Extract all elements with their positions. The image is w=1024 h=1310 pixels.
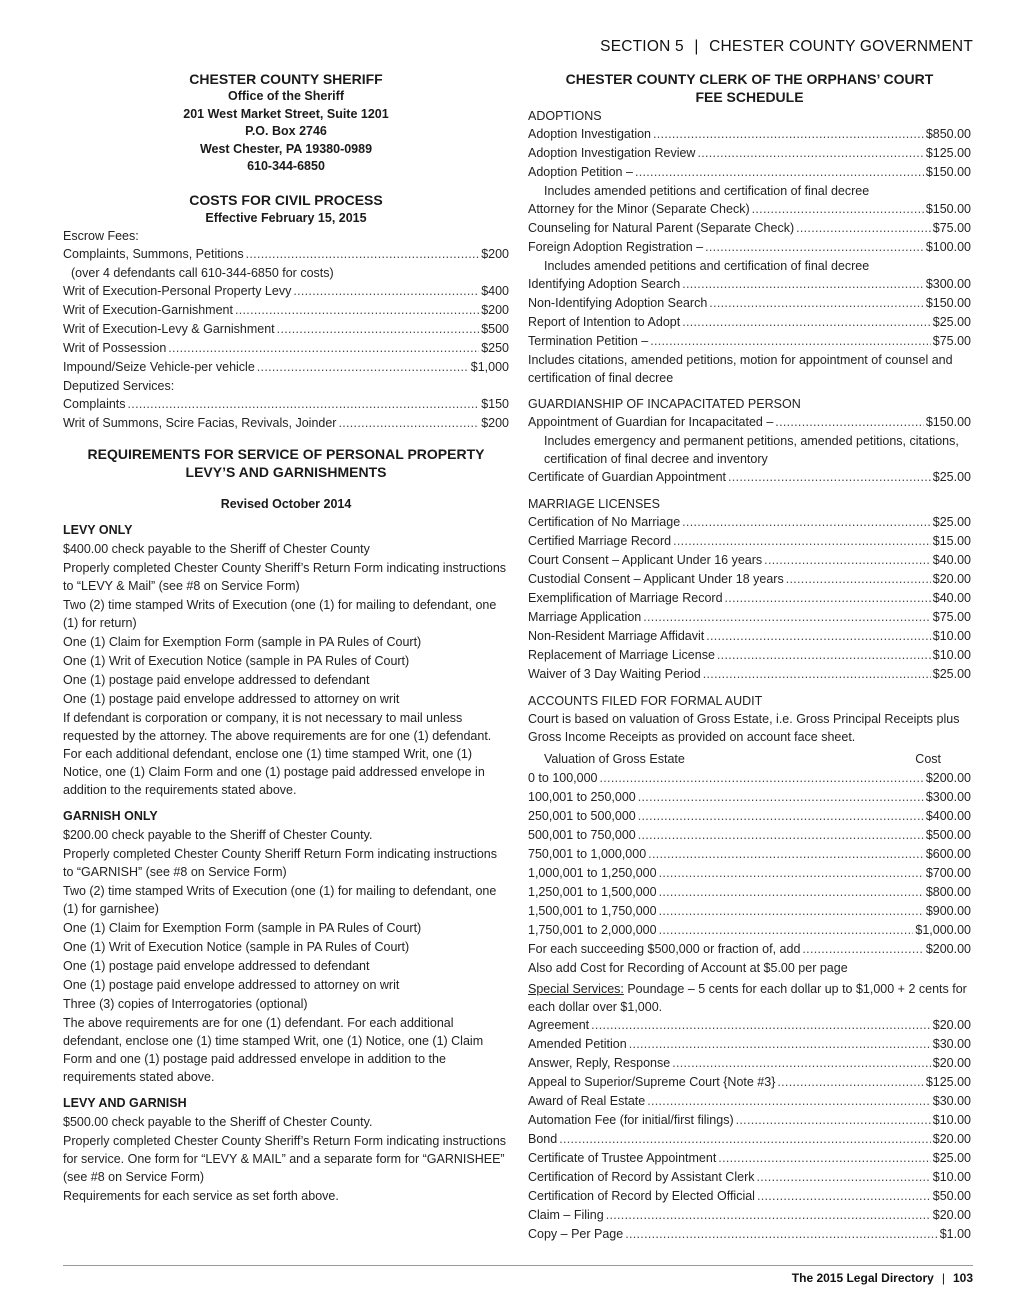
- fee-label: Termination Petition –: [528, 334, 649, 348]
- dot-leader: [777, 1073, 923, 1092]
- fee-amount: $20.00: [932, 1208, 971, 1222]
- fee-amount: $10.00: [932, 629, 971, 643]
- dot-leader: [659, 921, 914, 940]
- guardianship-heading: GUARDIANSHIP OF INCAPACITATED PERSON: [528, 397, 801, 411]
- escrow-note: (over 4 defendants call 610-344-6850 for costs): [71, 265, 334, 280]
- valuation-label: Valuation of Gross Estate: [544, 752, 685, 766]
- fee-amount: $40.00: [932, 553, 971, 567]
- fee-amount: $1,000: [470, 359, 509, 374]
- sheriff-address-1: 201 West Market Street, Suite 1201: [183, 106, 389, 121]
- fee-amount: $20.00: [932, 572, 971, 586]
- fee-row: [63, 339, 509, 358]
- fee-row: [63, 245, 509, 264]
- special-services-list: [528, 1016, 971, 1244]
- requirement-item: One (1) postage paid envelope addressed to defendant: [63, 672, 370, 687]
- dot-leader: [648, 845, 924, 864]
- fee-row: [528, 902, 971, 921]
- fee-row: [528, 1130, 971, 1149]
- fee-amount: $75.00: [932, 221, 971, 235]
- dot-leader: [629, 1035, 931, 1054]
- fee-label: 1,750,001 to 2,000,000: [528, 923, 657, 937]
- requirement-item: One (1) postage paid envelope addressed to defendant: [63, 958, 370, 973]
- dot-leader: [752, 200, 924, 219]
- requirement-item: Requirements for each service as set forth above.: [63, 1188, 339, 1203]
- fee-amount: $150.00: [925, 415, 971, 429]
- requirement-item: One (1) Writ of Execution Notice (sample in PA Rules of Court): [63, 653, 410, 668]
- footer: [792, 1271, 973, 1285]
- revised-date: Revised October 2014: [220, 496, 352, 511]
- deputized-list: [63, 395, 509, 433]
- fee-amount: $300.00: [925, 790, 971, 804]
- fee-amount: $125.00: [925, 146, 971, 160]
- fee-label: Marriage Application: [528, 610, 642, 624]
- fee-amount: $800.00: [925, 885, 971, 899]
- fee-amount: $250: [481, 340, 509, 355]
- adoptions-list-b: [528, 200, 971, 257]
- fee-row: [528, 845, 971, 864]
- dot-leader: [717, 646, 931, 665]
- fee-row: [528, 1187, 971, 1206]
- recording-note: Also add Cost for Recording of Account at $5.00 per page: [528, 961, 848, 975]
- dot-leader: [277, 320, 480, 339]
- fee-row: [528, 238, 971, 257]
- adoption-note-1: Includes amended petitions and certification of final decree: [544, 184, 870, 198]
- adoptions-heading: ADOPTIONS: [528, 109, 602, 123]
- garnish-only-heading: GARNISH ONLY: [63, 808, 158, 823]
- dot-leader: [338, 414, 479, 433]
- fee-row: [528, 788, 971, 807]
- fee-row: [528, 1225, 971, 1244]
- dot-leader: [736, 1111, 931, 1130]
- accounts-heading: ACCOUNTS FILED FOR FORMAL AUDIT: [528, 694, 763, 708]
- guardianship-list-b: [528, 468, 971, 487]
- fee-label: Bond: [528, 1132, 558, 1146]
- fee-row: [528, 413, 971, 432]
- fee-label: Court Consent – Applicant Under 16 years: [528, 553, 763, 567]
- deputized-label: Deputized Services:: [63, 378, 175, 393]
- fee-label: For each succeeding $500,000 or fraction of, add: [528, 942, 801, 956]
- fee-label: Attorney for the Minor (Separate Check): [528, 202, 750, 216]
- dot-leader: [591, 1016, 931, 1035]
- fee-amount: $40.00: [932, 591, 971, 605]
- accounts-note: Court is based on valuation of Gross Estate, i.e. Gross Principal Receipts plus Gross Income Receipts as provided on account face sheet.: [528, 712, 960, 744]
- dot-leader: [703, 665, 931, 684]
- page-number: 103: [952, 1271, 973, 1285]
- special-services-text: Poundage – 5 cents for each dollar up to $1,000 + 2 cents for each dollar over $1,000.: [528, 982, 967, 1014]
- requirement-item: One (1) Claim for Exemption Form (sample in PA Rules of Court): [63, 634, 422, 649]
- dot-leader: [128, 395, 480, 414]
- dot-leader: [625, 1225, 938, 1244]
- dot-leader: [659, 864, 924, 883]
- fee-row: [528, 551, 971, 570]
- special-services-label: Special Services:: [528, 982, 624, 996]
- dot-leader: [653, 125, 924, 144]
- escrow-list-2: [63, 282, 509, 377]
- requirement-item: Three (3) copies of Interrogatories (optional): [63, 996, 308, 1011]
- dot-leader: [659, 883, 924, 902]
- fee-amount: $25.00: [932, 315, 971, 329]
- fee-amount: $150.00: [925, 296, 971, 310]
- fee-amount: $150.00: [925, 165, 971, 179]
- dot-leader: [728, 468, 931, 487]
- left-column: [63, 70, 509, 1206]
- fee-amount: $100.00: [925, 240, 971, 254]
- fee-row: [63, 320, 509, 339]
- fee-label: Waiver of 3 Day Waiting Period: [528, 667, 701, 681]
- fee-row: [528, 807, 971, 826]
- fee-label: Exemplification of Marriage Record: [528, 591, 723, 605]
- requirement-item: One (1) Claim for Exemption Form (sample in PA Rules of Court): [63, 920, 422, 935]
- fee-row: [528, 163, 971, 182]
- fee-label: 1,500,001 to 1,750,000: [528, 904, 657, 918]
- requirement-item: The above requirements are for one (1) defendant. For each additional defendant, enclose one (1) time stamped Writ, one (1) Notice, one (1) Claim Form and one (1) postage paid addressed envelope in addition to the requirements stated above.: [63, 1015, 484, 1084]
- fee-amount: $25.00: [932, 1151, 971, 1165]
- levy-only-heading: LEVY ONLY: [63, 522, 133, 537]
- fee-amount: $850.00: [925, 127, 971, 141]
- fee-amount: $15.00: [932, 534, 971, 548]
- fee-row: [528, 1054, 971, 1073]
- fee-row: [63, 301, 509, 320]
- fee-row: [528, 144, 971, 163]
- fee-row: [528, 608, 971, 627]
- fee-row: [528, 532, 971, 551]
- dot-leader: [757, 1187, 931, 1206]
- fee-row: [528, 826, 971, 845]
- costs-title: COSTS FOR CIVIL PROCESS: [189, 191, 383, 208]
- fee-amount: $400: [481, 283, 509, 298]
- fee-label: Copy – Per Page: [528, 1227, 624, 1241]
- fee-label: Answer, Reply, Response: [528, 1056, 671, 1070]
- fee-label: Adoption Petition –: [528, 165, 633, 179]
- fee-row: [528, 125, 971, 144]
- fee-amount: $25.00: [932, 470, 971, 484]
- fee-amount: $400.00: [925, 809, 971, 823]
- fee-amount: $125.00: [925, 1075, 971, 1089]
- fee-label: Appointment of Guardian for Incapacitated –: [528, 415, 774, 429]
- fee-amount: $700.00: [925, 866, 971, 880]
- fee-amount: $25.00: [932, 667, 971, 681]
- fee-label: Identifying Adoption Search: [528, 277, 681, 291]
- sheriff-office: Office of the Sheriff: [228, 89, 344, 103]
- fee-amount: $20.00: [932, 1056, 971, 1070]
- dot-leader: [697, 144, 923, 163]
- requirement-item: Properly completed Chester County Sheriff’s Return Form indicating instructions for service. One form for “LEVY & MAIL” and a separate form for “GARNISHEE” (see #8 on Service Form): [63, 1133, 507, 1184]
- dot-leader: [775, 413, 924, 432]
- orphans-title-1: CHESTER COUNTY CLERK OF THE ORPHANS’ COURT: [565, 71, 934, 87]
- fee-amount: $30.00: [932, 1094, 971, 1108]
- requirement-item: One (1) postage paid envelope addressed to attorney on writ: [63, 691, 400, 706]
- fee-label: Certification of Record by Elected Official: [528, 1189, 755, 1203]
- sheriff-phone: 610-344-6850: [247, 159, 325, 173]
- fee-label: Certification of Record by Assistant Clerk: [528, 1170, 755, 1184]
- fee-label: Writ of Execution-Levy & Garnishment: [63, 321, 275, 336]
- guardianship-list-a: [528, 413, 971, 432]
- fee-row: [63, 414, 509, 433]
- fee-row: [528, 275, 971, 294]
- valuation-list: [528, 769, 971, 959]
- fee-row: [528, 1206, 971, 1225]
- cost-label: Cost: [915, 752, 941, 766]
- garnish-only-list: [63, 826, 509, 1086]
- dot-leader: [706, 627, 931, 646]
- fee-row: [528, 200, 971, 219]
- fee-amount: $10.00: [932, 1170, 971, 1184]
- dot-leader: [802, 940, 923, 959]
- fee-label: Certified Marriage Record: [528, 534, 672, 548]
- fee-label: 100,001 to 250,000: [528, 790, 636, 804]
- dot-leader: [235, 301, 479, 320]
- fee-row: [528, 1149, 971, 1168]
- fee-amount: $75.00: [932, 334, 971, 348]
- dot-leader: [606, 1206, 931, 1225]
- dot-leader: [647, 1092, 931, 1111]
- requirement-item: $500.00 check payable to the Sheriff of Chester County.: [63, 1114, 373, 1129]
- adoptions-list-a: [528, 125, 971, 182]
- dot-leader: [635, 163, 924, 182]
- fee-row: [528, 1035, 971, 1054]
- requirement-item: Properly completed Chester County Sheriff’s Return Form indicating instructions to “LEVY & Mail” (see #8 on Service Form): [63, 560, 507, 593]
- requirements-title-1: REQUIREMENTS FOR SERVICE OF PERSONAL PROPERTY: [87, 445, 485, 462]
- fee-label: Amended Petition: [528, 1037, 627, 1051]
- fee-row: [528, 1016, 971, 1035]
- dot-leader: [764, 551, 931, 570]
- fee-amount: $300.00: [925, 277, 971, 291]
- fee-label: Impound/Seize Vehicle-per vehicle: [63, 359, 255, 374]
- marriage-heading: MARRIAGE LICENSES: [528, 497, 660, 511]
- fee-label: Replacement of Marriage License: [528, 648, 715, 662]
- sheriff-address-2: P.O. Box 2746: [245, 124, 327, 138]
- dot-leader: [257, 358, 469, 377]
- requirement-item: Two (2) time stamped Writs of Execution (one (1) for mailing to defendant, one (1) for garnishee): [63, 883, 497, 916]
- termination-note: Includes citations, amended petitions, motion for appointment of counsel and certification of final decree: [528, 353, 953, 385]
- valuation-header: [528, 750, 971, 769]
- fee-row: [528, 1092, 971, 1111]
- fee-row: [528, 921, 971, 940]
- dot-leader: [725, 589, 931, 608]
- dot-leader: [705, 238, 924, 257]
- fee-amount: $500: [481, 321, 509, 336]
- fee-label: Certificate of Guardian Appointment: [528, 470, 727, 484]
- adoptions-list-c: [528, 275, 971, 351]
- fee-row: [63, 358, 509, 377]
- fee-amount: $600.00: [925, 847, 971, 861]
- fee-label: Writ of Execution-Garnishment: [63, 302, 233, 317]
- dot-leader: [246, 245, 480, 264]
- sheriff-title: CHESTER COUNTY SHERIFF: [189, 71, 383, 87]
- fee-label: Report of Intention to Adopt: [528, 315, 681, 329]
- fee-amount: $1,000.00: [915, 923, 971, 937]
- dot-leader: [643, 608, 931, 627]
- fee-row: [528, 219, 971, 238]
- fee-label: 250,001 to 500,000: [528, 809, 636, 823]
- fee-label: Award of Real Estate: [528, 1094, 646, 1108]
- fee-label: Writ of Summons, Scire Facias, Revivals, Joinder: [63, 415, 337, 430]
- requirement-item: If defendant is corporation or company, it is not necessary to mail unless requested by the attorney. The above requirements are for one (1) defendant. For each additional defendant, enclose one (1) time stamped Writ, one (1) Notice, one (1) Claim Form and one (1) postage paid addressed envelope in addition to the requirements stated above.: [63, 710, 492, 797]
- fee-row: [528, 769, 971, 788]
- fee-amount: $200: [481, 302, 509, 317]
- levy-only-list: [63, 540, 509, 799]
- requirement-item: Properly completed Chester County Sheriff Return Form indicating instructions to “GARNISH” (see #8 on Service Form): [63, 846, 497, 879]
- section-header: [600, 38, 973, 56]
- dot-leader: [168, 339, 479, 358]
- levy-and-garnish-heading: LEVY AND GARNISH: [63, 1095, 187, 1110]
- fee-row: [528, 883, 971, 902]
- fee-label: Appeal to Superior/Supreme Court {Note #3}: [528, 1075, 776, 1089]
- fee-row: [528, 627, 971, 646]
- fee-amount: $900.00: [925, 904, 971, 918]
- fee-label: Automation Fee (for initial/first filings): [528, 1113, 734, 1127]
- footer-title: The 2015 Legal Directory: [791, 1271, 934, 1285]
- requirement-item: $200.00 check payable to the Sheriff of Chester County.: [63, 827, 373, 842]
- escrow-list: [63, 245, 509, 264]
- fee-label: Counseling for Natural Parent (Separate Check): [528, 221, 795, 235]
- fee-label: Agreement: [528, 1018, 590, 1032]
- escrow-label: Escrow Fees:: [63, 228, 139, 243]
- fee-row: [63, 282, 509, 301]
- requirement-item: $400.00 check payable to the Sheriff of Chester County: [63, 541, 370, 556]
- fee-amount: $500.00: [925, 828, 971, 842]
- levy-and-garnish-list: [63, 1113, 509, 1205]
- dot-leader: [709, 294, 924, 313]
- fee-row: [528, 864, 971, 883]
- fee-label: Adoption Investigation Review: [528, 146, 696, 160]
- fee-amount: $75.00: [932, 610, 971, 624]
- dot-leader: [672, 1054, 931, 1073]
- fee-amount: $150.00: [925, 202, 971, 216]
- footer-rule: [63, 1265, 973, 1266]
- section-number: SECTION 5: [600, 38, 684, 55]
- fee-row: [528, 646, 971, 665]
- fee-row: [528, 665, 971, 684]
- fee-row: [63, 395, 509, 414]
- special-services-note: [528, 980, 971, 1016]
- requirements-title-2: LEVY’S AND GARNISHMENTS: [185, 463, 387, 480]
- fee-amount: $30.00: [932, 1037, 971, 1051]
- fee-amount: $20.00: [932, 1018, 971, 1032]
- dot-leader: [638, 826, 924, 845]
- fee-label: Complaints, Summons, Petitions: [63, 246, 244, 261]
- fee-label: Non-Resident Marriage Affidavit: [528, 629, 705, 643]
- fee-row: [528, 513, 971, 532]
- dot-leader: [796, 219, 931, 238]
- fee-label: 750,001 to 1,000,000: [528, 847, 647, 861]
- fee-amount: $50.00: [932, 1189, 971, 1203]
- fee-amount: $25.00: [932, 515, 971, 529]
- fee-amount: $200: [481, 415, 509, 430]
- fee-label: Certificate of Trustee Appointment: [528, 1151, 717, 1165]
- requirement-item: One (1) Writ of Execution Notice (sample in PA Rules of Court): [63, 939, 410, 954]
- dot-leader: [650, 332, 931, 351]
- fee-label: Custodial Consent – Applicant Under 18 years: [528, 572, 784, 586]
- right-column: [528, 70, 971, 1244]
- requirement-item: One (1) postage paid envelope addressed to attorney on writ: [63, 977, 400, 992]
- fee-label: Complaints: [63, 396, 126, 411]
- dot-leader: [659, 902, 924, 921]
- footer-separator: |: [941, 1271, 945, 1285]
- fee-amount: $200: [481, 246, 509, 261]
- fee-label: 1,000,001 to 1,250,000: [528, 866, 657, 880]
- dot-leader: [293, 282, 479, 301]
- fee-row: [528, 570, 971, 589]
- fee-row: [528, 332, 971, 351]
- dot-leader: [600, 769, 924, 788]
- fee-amount: $150: [481, 396, 509, 411]
- dot-leader: [682, 513, 931, 532]
- sheriff-address-3: West Chester, PA 19380-0989: [199, 141, 373, 156]
- dot-leader: [559, 1130, 931, 1149]
- fee-amount: $10.00: [932, 648, 971, 662]
- section-title: CHESTER COUNTY GOVERNMENT: [709, 38, 973, 55]
- fee-label: Writ of Execution-Personal Property Levy: [63, 283, 292, 298]
- fee-row: [528, 1168, 971, 1187]
- fee-amount: $200.00: [925, 771, 971, 785]
- dot-leader: [673, 532, 931, 551]
- fee-label: 1,250,001 to 1,500,000: [528, 885, 657, 899]
- orphans-title-2: FEE SCHEDULE: [695, 89, 804, 105]
- fee-label: Writ of Possession: [63, 340, 167, 355]
- dot-leader: [786, 570, 931, 589]
- requirement-item: Two (2) time stamped Writs of Execution (one (1) for mailing to defendant, one (1) for return): [63, 597, 497, 630]
- fee-label: Foreign Adoption Registration –: [528, 240, 704, 254]
- fee-row: [528, 1073, 971, 1092]
- fee-row: [528, 1111, 971, 1130]
- fee-amount: $20.00: [932, 1132, 971, 1146]
- dot-leader: [718, 1149, 930, 1168]
- fee-label: Claim – Filing: [528, 1208, 604, 1222]
- dot-leader: [638, 788, 924, 807]
- dot-leader: [682, 275, 924, 294]
- fee-label: Adoption Investigation: [528, 127, 652, 141]
- fee-amount: $10.00: [932, 1113, 971, 1127]
- marriage-list: [528, 513, 971, 684]
- fee-row: [528, 589, 971, 608]
- fee-row: [528, 294, 971, 313]
- dot-leader: [638, 807, 924, 826]
- adoption-note-2: Includes amended petitions and certification of final decree: [544, 259, 870, 273]
- fee-label: Non-Identifying Adoption Search: [528, 296, 708, 310]
- guardianship-note: Includes emergency and permanent petitions, amended petitions, citations, certification of final decree and inventory: [544, 434, 959, 466]
- fee-row: [528, 313, 971, 332]
- fee-row: [528, 468, 971, 487]
- header-separator: |: [694, 38, 699, 55]
- dot-leader: [756, 1168, 930, 1187]
- effective-date: Effective February 15, 2015: [205, 210, 367, 225]
- fee-label: 500,001 to 750,000: [528, 828, 636, 842]
- fee-label: 0 to 100,000: [528, 771, 598, 785]
- fee-row: [528, 940, 971, 959]
- dot-leader: [682, 313, 931, 332]
- fee-amount: $1.00: [939, 1227, 971, 1241]
- fee-amount: $200.00: [925, 942, 971, 956]
- fee-label: Certification of No Marriage: [528, 515, 681, 529]
